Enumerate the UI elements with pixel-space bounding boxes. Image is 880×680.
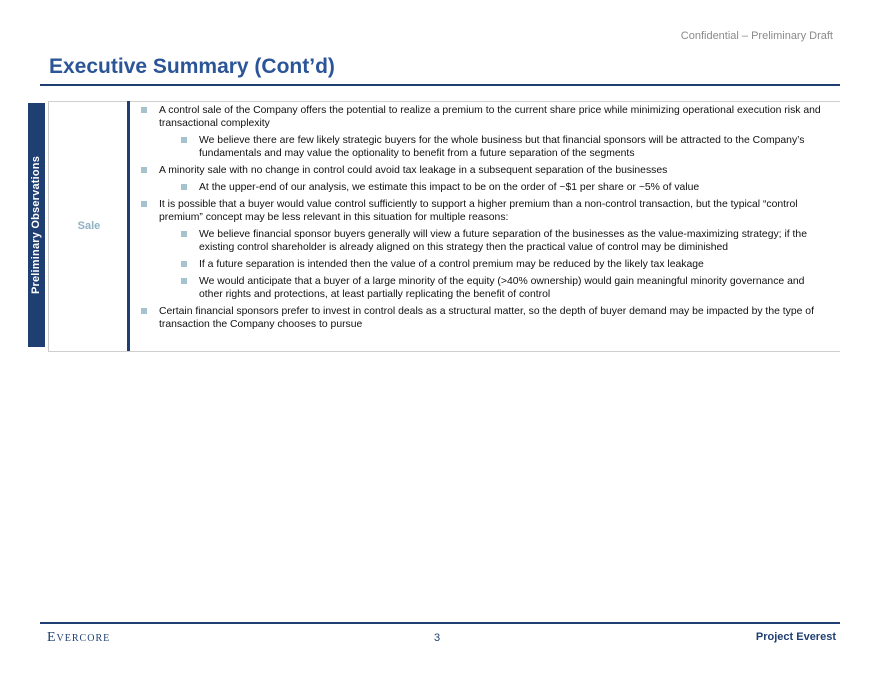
list-item — [138, 181, 828, 194]
content-top-rule — [48, 101, 840, 102]
square-bullet-icon — [141, 308, 147, 314]
side-tab-label: Preliminary Observations — [30, 155, 42, 295]
page-number: 3 — [434, 632, 441, 644]
footer-divider — [40, 622, 840, 624]
list-item-text: A control sale of the Company offers the potential to realize a premium to the current share price while minimizing operational execution risk and transactional complexity — [159, 105, 821, 129]
list-item — [138, 104, 828, 130]
square-bullet-icon — [181, 278, 187, 284]
content-bottom-rule — [48, 351, 840, 352]
square-bullet-icon — [181, 231, 187, 237]
project-name: Project Everest — [755, 631, 836, 643]
list-item-text: We would anticipate that a buyer of a large minority of the equity (>40% ownership) would gain meaningful minority governance and other rights and protections, at least partially replicating the benefit of control — [199, 276, 805, 300]
list-item-text: A minority sale with no change in control could avoid tax leakage in a subsequent separation of the businesses — [159, 165, 668, 176]
list-item — [138, 134, 828, 160]
list-item — [138, 305, 828, 331]
list-item — [138, 228, 828, 254]
bullet-list — [138, 104, 828, 335]
section-label: Sale — [77, 220, 101, 232]
square-bullet-icon — [181, 137, 187, 143]
square-bullet-icon — [141, 107, 147, 113]
list-item-text: Certain financial sponsors prefer to invest in control deals as a structural matter, so the depth of buyer demand may be impacted by the type of transaction the Company chooses to pursue — [159, 306, 814, 330]
list-item-text: We believe financial sponsor buyers generally will view a future separation of the businesses as the value-maximizing strategy; if the existing control shareholder is already aligned on this strategy then the practical value of control may be diminished — [199, 229, 807, 253]
list-item-text: At the upper-end of our analysis, we estimate this impact to be on the order of ~$1 per share or ~5% of value — [199, 182, 700, 193]
page-title: Executive Summary (Cont’d) — [49, 55, 335, 78]
list-item-text: If a future separation is intended then the value of a control premium may be reduced by the likely tax leakage — [199, 259, 704, 270]
title-divider — [40, 84, 840, 86]
evercore-logo: Evercore — [47, 630, 111, 645]
list-item — [138, 164, 828, 177]
confidential-label: Confidential – Preliminary Draft — [680, 30, 833, 42]
list-item — [138, 258, 828, 271]
list-item — [138, 198, 828, 224]
list-item — [138, 275, 828, 301]
square-bullet-icon — [141, 201, 147, 207]
list-item-text: We believe there are few likely strategic buyers for the whole business but that financial sponsors will be attracted to the Company’s fundamentals and may value the optionality to benefit from a future separation of the segments — [199, 135, 805, 159]
square-bullet-icon — [181, 184, 187, 190]
section-divider — [127, 101, 130, 351]
section-label-cell — [48, 101, 129, 351]
square-bullet-icon — [181, 261, 187, 267]
square-bullet-icon — [141, 167, 147, 173]
list-item-text: It is possible that a buyer would value control sufficiently to support a higher premium than a non-control transaction, but the typical “control premium” concept may be less relevant in this situation for multiple reasons: — [159, 199, 798, 223]
